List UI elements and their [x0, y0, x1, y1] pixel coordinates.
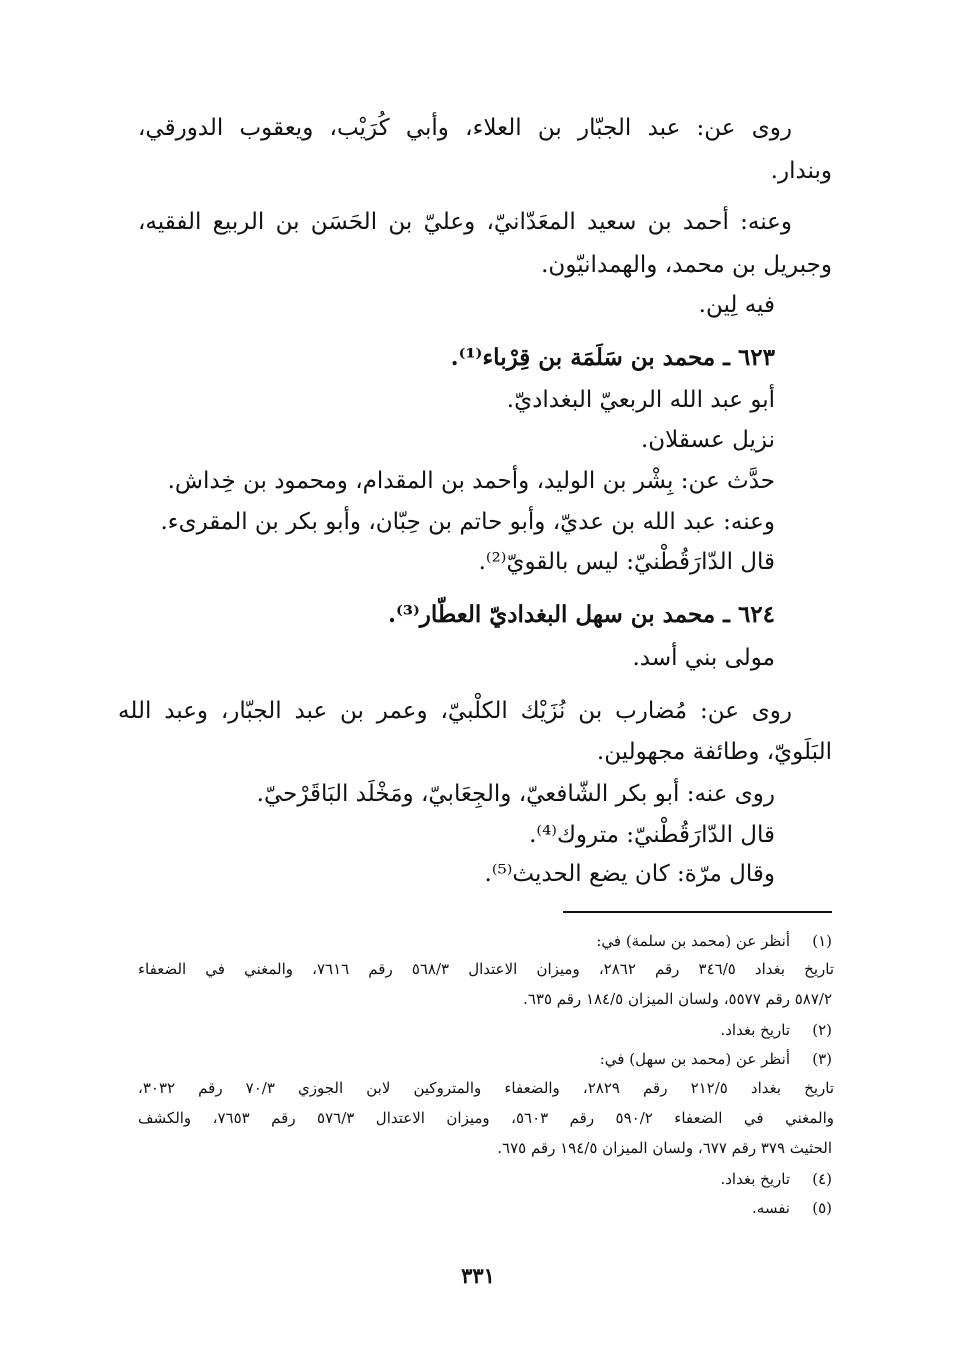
footnote-line: تاريخ بغداد ٢١٢/٥ رقم ٢٨٢٩، والضعفاء والمتروكين لابن الجوزي ٧٠/٣ رقم ٣٠٣٢، — [138, 1079, 835, 1097]
body-line: فيه لِين. — [698, 292, 775, 318]
entry-line: نزيل عسقلان. — [640, 427, 775, 453]
entry-line: أبو عبد الله الربعيّ البغداديّ. — [506, 387, 775, 413]
footnote-number: (٤) — [812, 1170, 832, 1188]
entry-line: قال الدّارَقُطْنيّ: ليس بالقويّ⁽²⁾. — [478, 549, 775, 575]
footnote-number: (٢) — [812, 1021, 832, 1039]
entry-heading: ٦٢٣ ـ محمد بن سَلَمَة بن قِرْباء⁽¹⁾. — [450, 344, 775, 371]
footnote-line: أنظر عن (محمد بن سلمة) في: — [596, 932, 790, 950]
body-line: وبندار. — [770, 158, 832, 184]
footnote-number: (٣) — [812, 1050, 832, 1068]
footnote-line: أنظر عن (محمد بن سهل) في: — [599, 1050, 790, 1068]
body-line: وعنه: أحمد بن سعيد المعَدّانيّ، وعليّ بن الحَسَن بن الربيع الفقيه، — [138, 209, 792, 235]
entry-line: وقال مرّة: كان يضع الحديث⁽⁵⁾. — [484, 861, 775, 887]
entry-heading: ٦٢٤ ـ محمد بن سهل البغداديّ العطّار⁽³⁾. — [388, 601, 775, 628]
footnote-line: تاريخ بغداد ٣٤٦/٥ رقم ٢٨٦٢، وميزان الاعتدال ٥٦٨/٣ رقم ٧٦١٦، والمغني في الضعفاء — [138, 960, 835, 978]
entry-line: روى عنه: أبو بكر الشّافعيّ، والجِعَابيّ، ومَخْلَد البَاقَرْحيّ. — [256, 781, 775, 807]
body-line: البَلَويّ، وطائفة مجهولين. — [596, 739, 832, 765]
body-line: وجبريل بن محمد، والهمدانيّون. — [541, 252, 832, 278]
footnote-line: تاريخ بغداد. — [720, 1170, 790, 1188]
body-line: روى عن: عبد الجبّار بن العلاء، وأبي كُرَيْب، ويعقوب الدورقي، — [138, 115, 792, 141]
footnote-rule — [563, 911, 832, 913]
body-line: روى عن: مُضارب بن نُزَيْك الكلْبيّ، وعمر بن عبد الجبّار، وعبد الله — [118, 698, 792, 724]
page-number: ٣٣١ — [461, 1263, 495, 1288]
footnote-line: نفسه. — [752, 1199, 790, 1217]
footnote-number: (١) — [812, 932, 832, 950]
entry-line: وعنه: عبد الله بن عديّ، وأبو حاتم بن حِبّان، وأبو بكر بن المقرىء. — [160, 509, 775, 535]
entry-line: قال الدّارَقُطْنيّ: متروك⁽⁴⁾. — [529, 822, 775, 848]
footnote-line: تاريخ بغداد. — [720, 1021, 790, 1039]
footnote-line: والمغني في الضعفاء ٥٩٠/٢ رقم ٥٦٠٣، وميزان الاعتدال ٥٧٦/٣ رقم ٧٦٥٣، والكشف — [138, 1109, 834, 1127]
entry-line: مولى بني أسد. — [632, 645, 775, 671]
footnote-line: الحثيث ٣٧٩ رقم ٦٧٧، ولسان الميزان ١٩٤/٥ رقم ٦٧٥. — [497, 1139, 832, 1157]
footnote-line: ٥٨٧/٢ رقم ٥٥٧٧، ولسان الميزان ١٨٤/٥ رقم ٦٣٥. — [523, 990, 832, 1008]
entry-line: حدَّث عن: بِشْر بن الوليد، وأحمد بن المقدام، ومحمود بن خِداش. — [167, 468, 775, 494]
footnote-number: (٥) — [812, 1199, 832, 1217]
